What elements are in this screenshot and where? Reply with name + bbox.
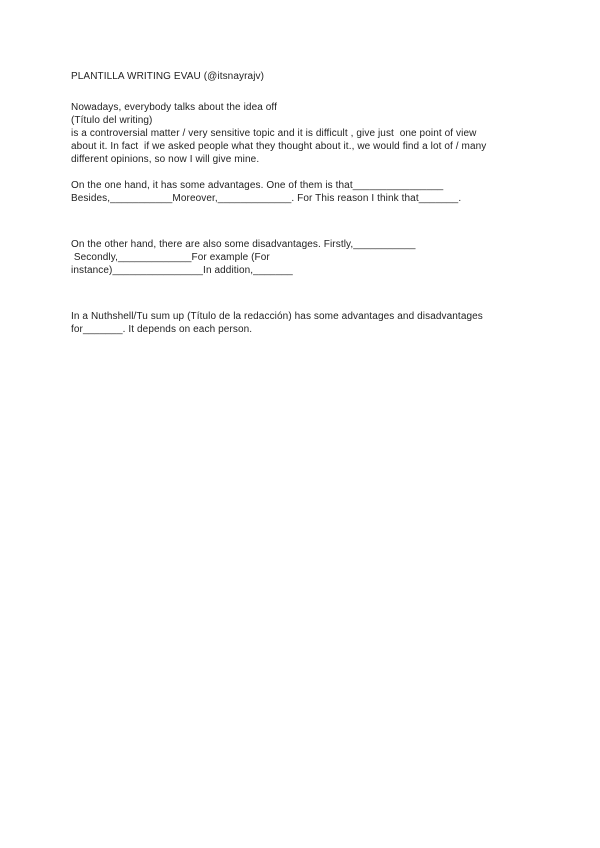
intro-line: (Título del writing) [71, 115, 153, 126]
intro-line: Nowadays, everybody talks about the idea off [71, 102, 278, 113]
advantages-paragraph [71, 179, 541, 205]
disadvantages-line: instance)________________In addition,_______ [71, 265, 293, 276]
intro-line: different opinions, so now I will give mine. [71, 154, 260, 165]
conclusion-line: for_______. It depends on each person. [71, 324, 253, 335]
document-body [71, 70, 541, 336]
disadvantages-line: Secondly,_____________For example (For [71, 252, 270, 263]
disadvantages-line: On the other hand, there are also some disadvantages. Firstly,___________ [71, 239, 416, 250]
intro-paragraph [71, 101, 541, 166]
intro-line: is a controversial matter / very sensitive topic and it is difficult , give just one point of view [71, 128, 477, 139]
intro-line: about it. In fact if we asked people what they thought about it., we would find a lot of / many [71, 141, 487, 152]
document-title: PLANTILLA WRITING EVAU (@itsnayrajv) [71, 71, 265, 82]
advantages-line: On the one hand, it has some advantages. One of them is that________________ [71, 180, 444, 191]
disadvantages-paragraph [71, 238, 541, 277]
conclusion-paragraph [71, 310, 541, 336]
conclusion-line: In a Nuthshell/Tu sum up (Título de la redacción) has some advantages and disadvantages [71, 311, 483, 322]
advantages-line: Besides,___________Moreover,_____________. For This reason I think that_______. [71, 193, 462, 204]
